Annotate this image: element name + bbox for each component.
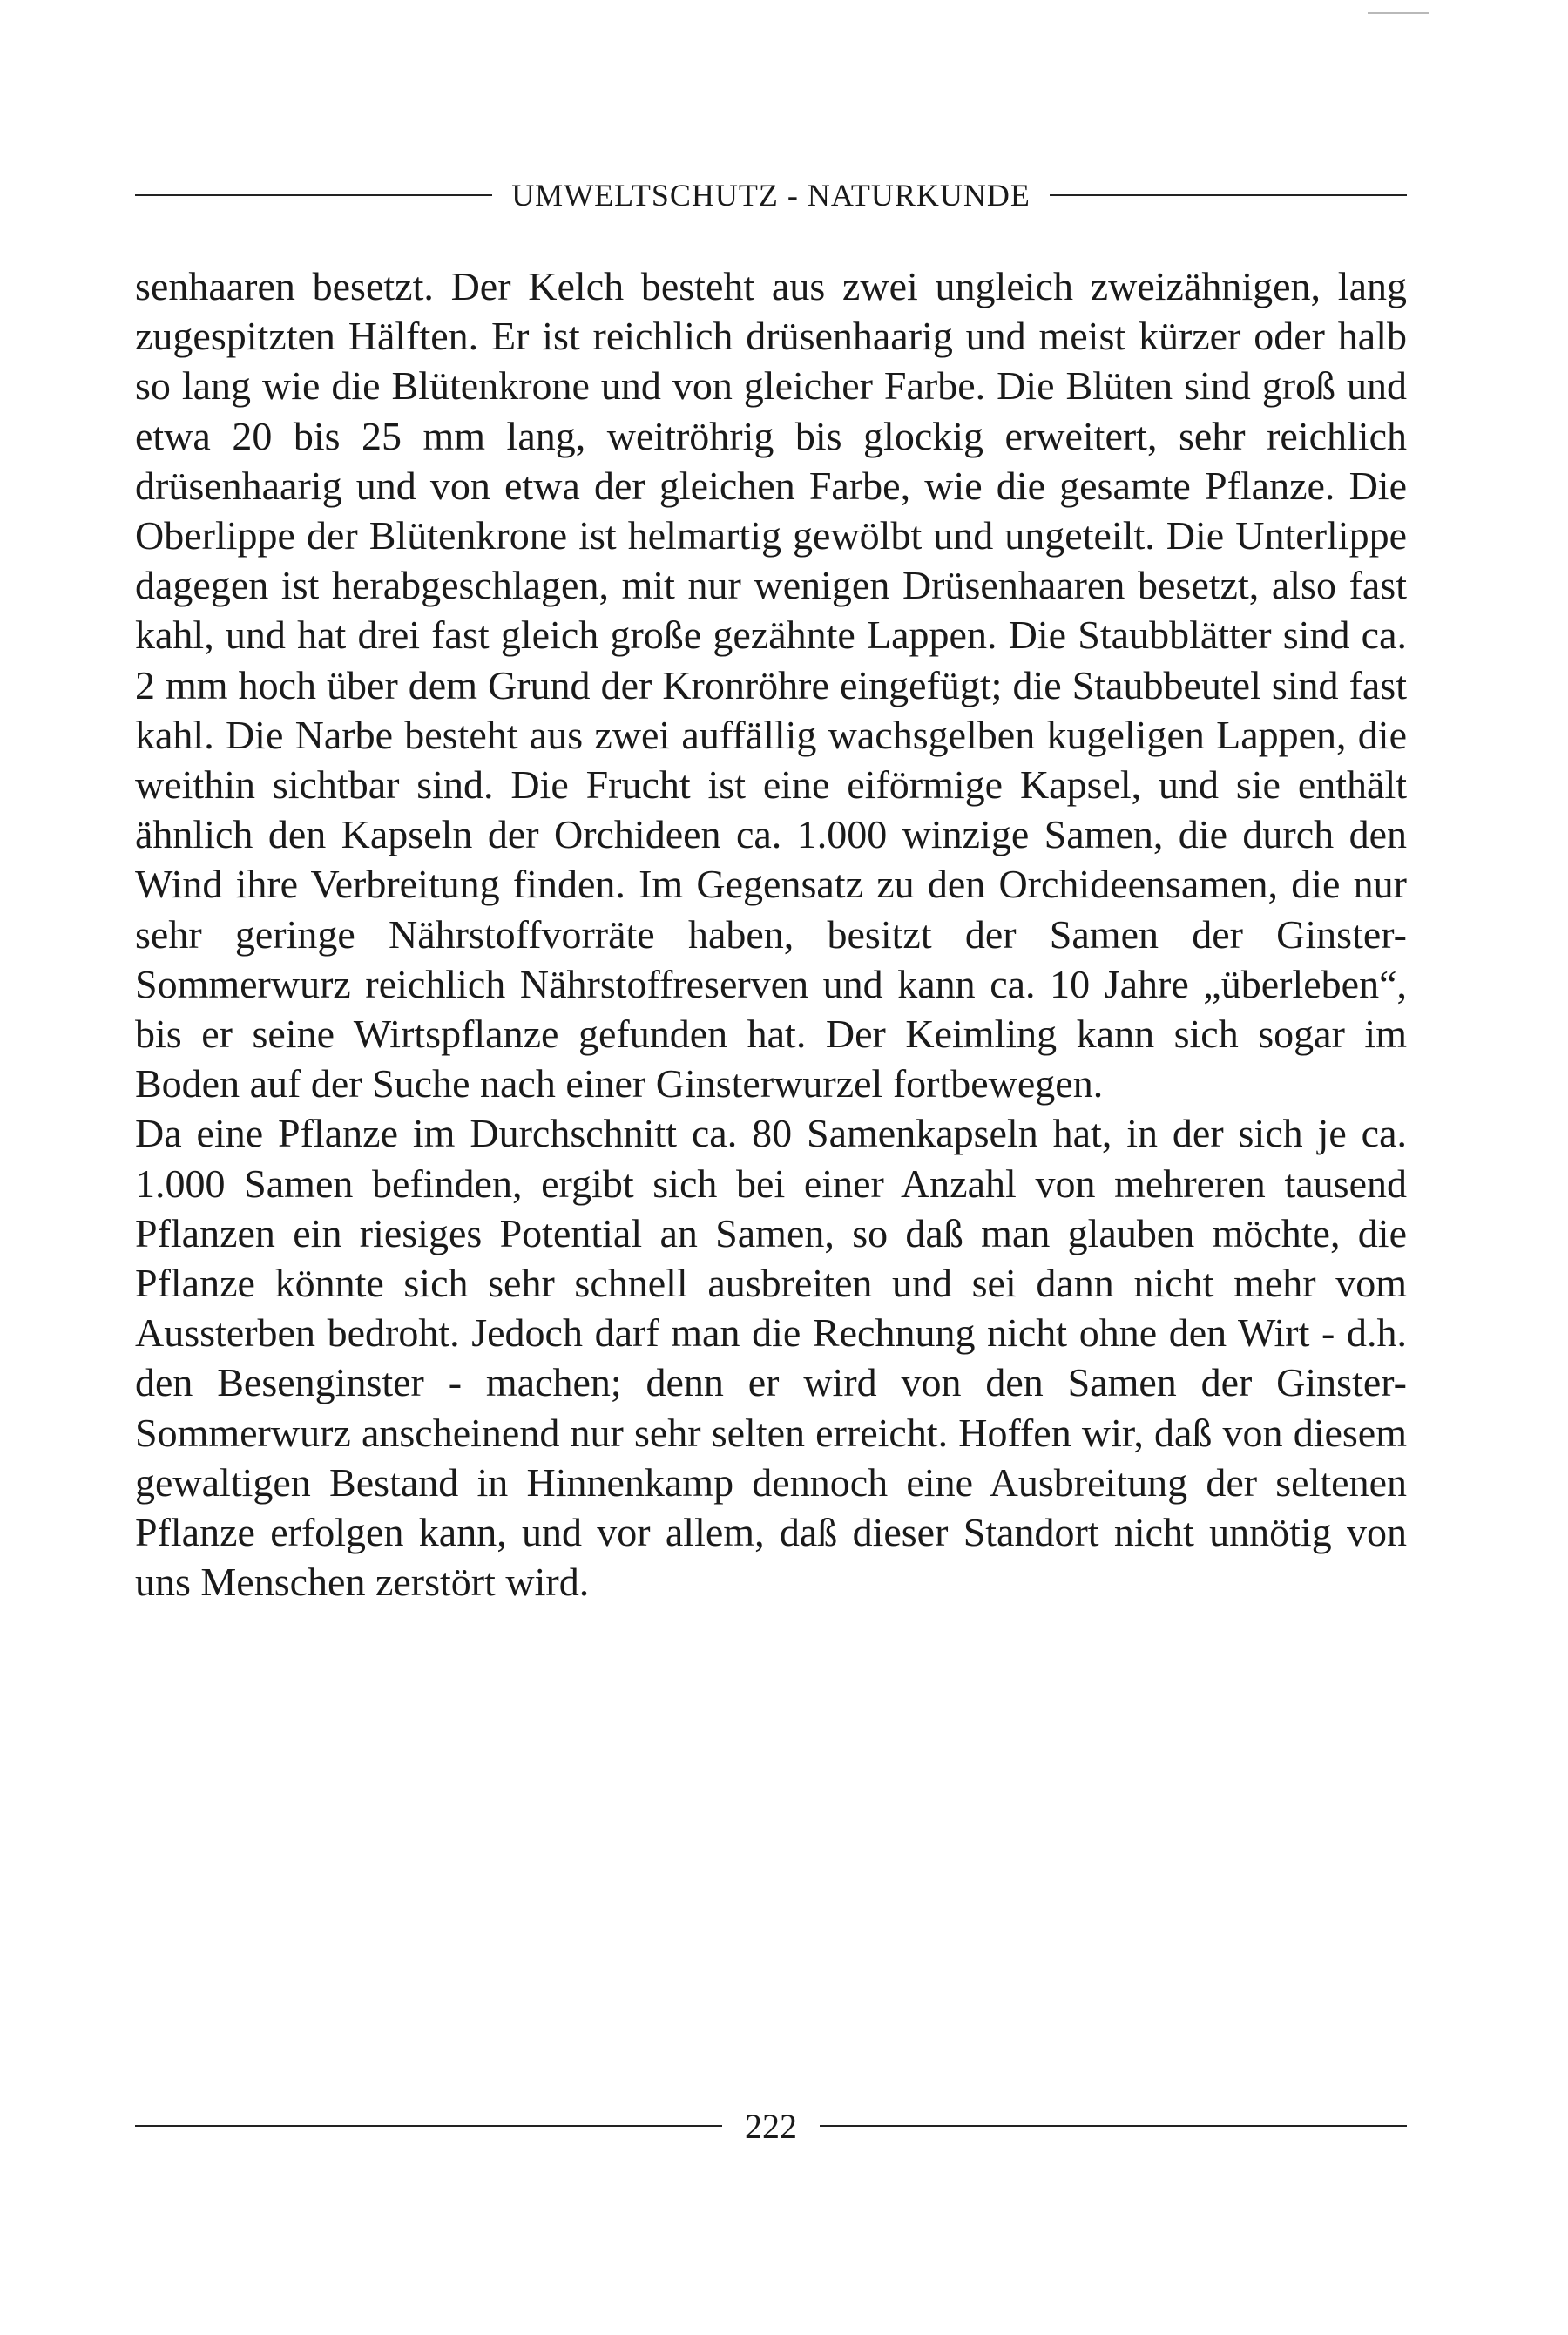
footer-rule-left xyxy=(135,2125,722,2127)
page-number: 222 xyxy=(745,2106,797,2146)
paragraph-2: Da eine Pflanze im Durchschnitt ca. 80 Samenkapseln hat, in der sich je ca. 1.000 Samen befinden, ergibt sich bei einer Anzahl von mehreren tausend Pflanzen ein riesiges Potential an Samen, so daß man glauben möchte, die Pflanze könnte sich sehr schnell ausbreiten und sei dann nicht mehr vom Aussterben bedroht. Jedoch darf man die Rechnung nicht ohne den Wirt - d.h. den Besenginster - machen; denn er wird von den Samen der Ginster-Sommerwurz anscheinend nur sehr selten erreicht. Hoffen wir, daß von diesem gewaltigen Bestand in Hinnenkamp dennoch eine Ausbreitung der seltenen Pflanze erfolgen kann, und vor allem, daß dieser Standort nicht unnötig von uns Menschen zerstört wird. xyxy=(135,1111,1407,1605)
running-head-rule-right xyxy=(1050,194,1407,196)
running-head xyxy=(135,171,1407,220)
running-head-title: UMWELTSCHUTZ - NATURKUNDE xyxy=(511,178,1031,213)
footer-rule-right xyxy=(820,2125,1407,2127)
scan-edge-mark xyxy=(1368,12,1429,14)
page-footer xyxy=(135,2102,1407,2150)
body-text xyxy=(135,261,1407,1607)
paragraph-1: senhaaren besetzt. Der Kelch besteht aus zwei ungleich zweizähnigen, lang zugespitzten Hälften. Er ist reichlich drüsenhaarig und meist kürzer oder halb so lang wie die Blütenkrone und von gleicher Farbe. Die Blüten sind groß und etwa 20 bis 25 mm lang, weitröhrig bis glockig erweitert, sehr reichlich drüsenhaarig und von etwa der gleichen Farbe, wie die gesamte Pflanze. Die Oberlippe der Blütenkrone ist helmartig gewölbt und ungeteilt. Die Unterlippe dagegen ist herabgeschlagen, mit nur wenigen Drüsenhaaren besetzt, also fast kahl, und hat drei fast gleich große gezähnte Lappen. Die Staubblätter sind ca. 2 mm hoch über dem Grund der Kronröhre eingefügt; die Staubbeutel sind fast kahl. Die Narbe besteht aus zwei auffällig wachsgelben kugeligen Lappen, die weithin sichtbar sind. Die Frucht ist eine eiförmige Kapsel, und sie enthält ähnlich den Kapseln der Orchideen ca. 1.000 winzige Samen, die durch den Wind ihre Verbreitung finden. Im Gegensatz zu den Orchideensamen, die nur sehr geringe Nährstoffvorräte haben, besitzt der Samen der Ginster-Sommerwurz reichlich Nährstoffreserven und kann ca. 10 Jahre „überleben“, bis er seine Wirtspflanze gefunden hat. Der Keimling kann sich sogar im Boden auf der Suche nach einer Ginsterwurzel fortbewegen. xyxy=(135,264,1407,1107)
running-head-rule-left xyxy=(135,194,492,196)
